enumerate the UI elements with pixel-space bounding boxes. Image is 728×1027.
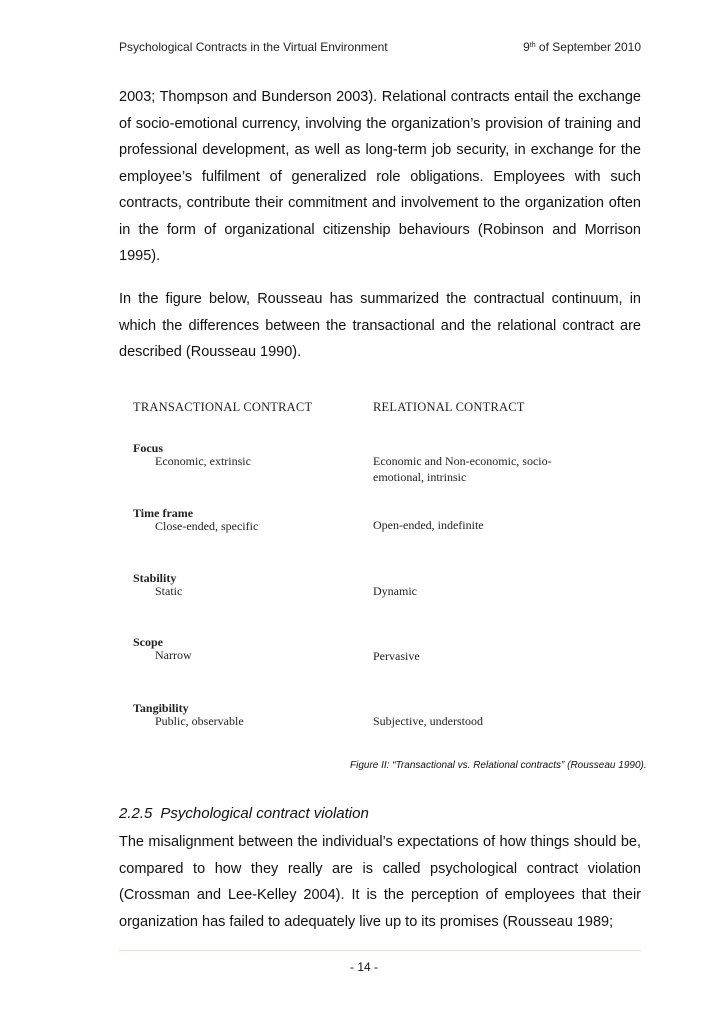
section-heading <box>119 805 369 822</box>
figure-row-transactional-value: Narrow <box>155 648 192 662</box>
body-paragraph-1: 2003; Thompson and Bunderson 2003). Relational contracts entail the exchange of socio-emotional currency, involving the organization’s provision of training and professional development, as well as long-term job security, in exchange for the employee’s fulfilment of generalized role obligations. Employees with such contracts, contribute their commitment and involvement to the organization often in the form of organizational citizenship behaviours (Robinson and Morrison 1995). <box>119 89 641 264</box>
figure-row-transactional-value: Close-ended, specific <box>155 519 259 533</box>
header-date-suffix: th <box>529 42 536 49</box>
header-date-day: 9 <box>523 40 530 54</box>
figure-row-relational-value: Economic and Non-economic, socio-emotional, intrinsic <box>373 454 552 484</box>
body-paragraph-2: In the figure below, Rousseau has summarized the contractual continuum, in which the differences between the transactional and the relational contract are described (Rousseau 1990). <box>119 291 641 360</box>
header-date <box>523 40 641 54</box>
figure-row-label: Time frame <box>133 506 194 520</box>
figure-row-label: Focus <box>133 441 163 455</box>
header-date-rest: of September 2010 <box>535 40 641 54</box>
figure-row-label: Stability <box>133 571 177 585</box>
figure-row-label: Scope <box>133 635 163 649</box>
section-title: Psychological contract violation <box>160 805 369 822</box>
figure-row-relational-value: Pervasive <box>373 649 420 663</box>
figure-row-transactional-value: Public, observable <box>155 714 244 728</box>
figure-caption: Figure II: “Transactional vs. Relational contracts” (Rousseau 1990). <box>350 760 647 771</box>
figure-row-relational-value: Subjective, understood <box>373 714 483 728</box>
page-number: - 14 - <box>349 960 378 974</box>
figure-row-transactional-value: Economic, extrinsic <box>155 454 251 468</box>
figure-heading-transactional: TRANSACTIONAL CONTRACT <box>133 400 313 414</box>
footer-divider <box>119 950 641 951</box>
header-title: Psychological Contracts in the Virtual Environment <box>119 40 388 54</box>
figure-row-transactional-value: Static <box>155 584 183 598</box>
section-number: 2.2.5 <box>119 805 153 822</box>
page-header <box>119 40 641 58</box>
figure-row-relational-value: Open-ended, indefinite <box>373 518 484 532</box>
contract-continuum-figure <box>127 396 607 736</box>
figure-row-label: Tangibility <box>133 701 189 715</box>
figure-row-relational-value: Dynamic <box>373 584 417 598</box>
figure-heading-relational: RELATIONAL CONTRACT <box>373 400 525 414</box>
body-paragraph-3: The misalignment between the individual’s expectations of how things should be, compared to how they really are is called psychological contract violation (Crossman and Lee-Kelley 2004). It is the perception of employees that their organization has failed to adequately live up to its promises (Rousseau 1989; <box>119 834 641 930</box>
